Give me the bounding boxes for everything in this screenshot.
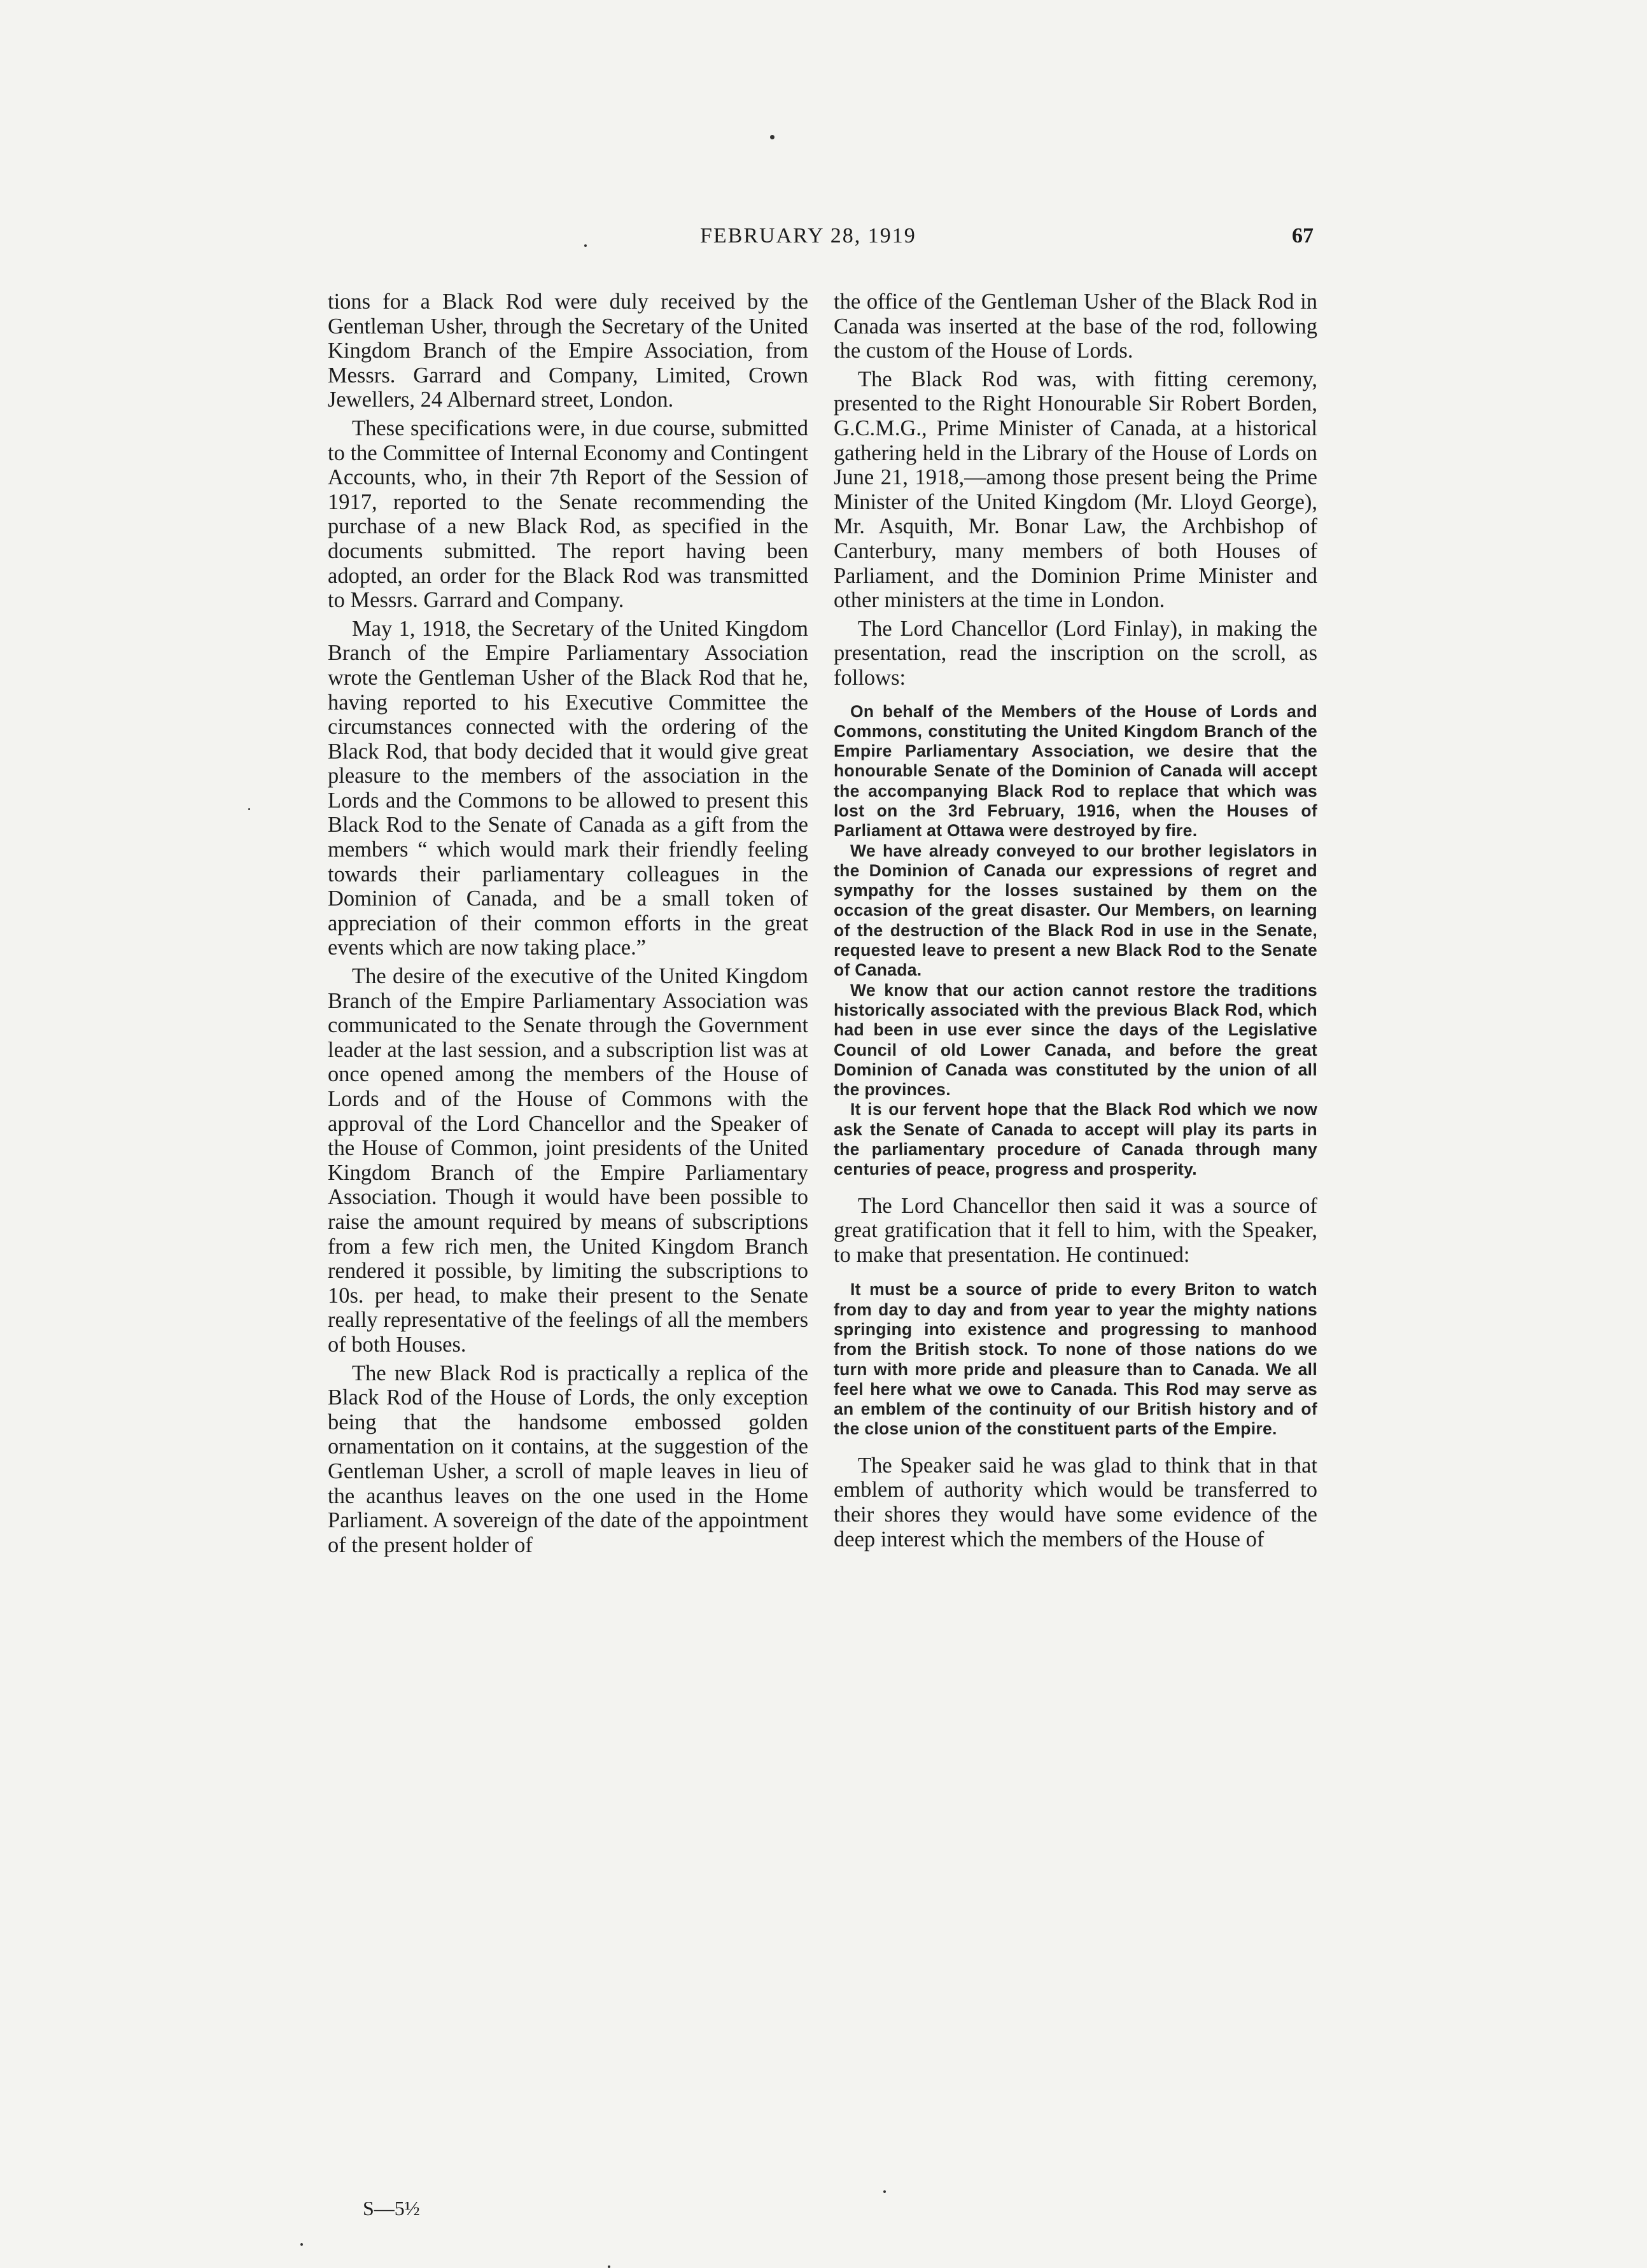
paragraph: May 1, 1918, the Secretary of the United Kingdom Branch of the Empire Parliamentary Association wrote the Gentleman Usher of the Black Rod that he, having reported to his Executive Committee the circumstances connected with the ordering of the Black Rod, that body decided that it would give great pleasure to the members of the association in the Lords and the Commons to be allowed to present this Black Rod to the Senate of Canada as a gift from the members “ which would mark their friendly feeling towards their parliamentary colleagues in the Dominion of Canada, and be a small token of appreciation of their common efforts in the great events which are now taking place.” bbox=[328, 616, 808, 960]
left-column bbox=[328, 290, 808, 1561]
scan-speck bbox=[883, 2190, 886, 2193]
paragraph: the office of the Gentleman Usher of the Black Rod in Canada was inserted at the base of the rod, following the custom of the House of Lords. bbox=[834, 290, 1317, 363]
header-date: FEBRUARY 28, 1919 bbox=[700, 224, 916, 248]
quote-paragraph: We have already conveyed to our brother legislators in the Dominion of Canada our expressions of regret and sympathy for the losses sustained by them on the occasion of the great disaster. Our Members, on learning of the destruction of the Black Rod in use in the Senate, requested leave to present a new Black Rod to the Senate of Canada. bbox=[834, 841, 1317, 980]
signature-mark: S—5½ bbox=[363, 2197, 420, 2220]
scan-speck bbox=[584, 244, 587, 247]
scroll-inscription-quote bbox=[834, 702, 1317, 1180]
scan-speck bbox=[608, 2265, 610, 2268]
quote-paragraph: It must be a source of pride to every Briton to watch from day to day and from year to year the mighty nations springing into existence and progressing to manhood from the British stock. To none of those nations do we turn with more pride and pleasure than to Canada. We all feel here what we owe to Canada. This Rod may serve as an emblem of the continuity of our British history and of the close union of the constituent parts of the Empire. bbox=[834, 1280, 1317, 1439]
paragraph: The Lord Chancellor (Lord Finlay), in making the presentation, read the inscription on the scroll, as follows: bbox=[834, 616, 1317, 690]
page-number: 67 bbox=[1292, 224, 1314, 248]
paragraph: These specifications were, in due course, submitted to the Committee of Internal Economy and Contingent Accounts, who, in their 7th Report of the Session of 1917, reported to the Senate recommending the purchase of a new Black Rod, as specified in the documents submitted. The report having been adopted, an order for the Black Rod was transmitted to Messrs. Garrard and Company. bbox=[328, 416, 808, 613]
paragraph: The Black Rod was, with fitting ceremony, presented to the Right Honourable Sir Robert Borden, G.C.M.G., Prime Minister of Canada, at a historical gathering held in the Library of the House of Lords on June 21, 1918,—among those present being the Prime Minister of the United Kingdom (Mr. Lloyd George), Mr. Asquith, Mr. Bonar Law, the Archbishop of Canterbury, many members of both Houses of Parliament, and the Dominion Prime Minister and other ministers at the time in London. bbox=[834, 367, 1317, 613]
paragraph: The new Black Rod is practically a replica of the Black Rod of the House of Lords, the only exception being that the handsome embossed golden ornamentation on it contains, at the suggestion of the Gentleman Usher, a scroll of maple leaves in lieu of the acanthus leaves on the one used in the Home Parliament. A sovereign of the date of the appointment of the present holder of bbox=[328, 1361, 808, 1557]
paragraph: The Lord Chancellor then said it was a source of great gratification that it fell to him, with the Speaker, to make that presentation. He continued: bbox=[834, 1193, 1317, 1267]
scan-speck bbox=[248, 808, 250, 810]
scan-speck bbox=[300, 2243, 303, 2246]
lord-chancellor-quote bbox=[834, 1280, 1317, 1439]
page-header bbox=[0, 224, 1647, 256]
quote-paragraph: We know that our action cannot restore the traditions historically associated with the previous Black Rod, which had been in use ever since the days of the Legislative Council of old Lower Canada, and before the great Dominion of Canada was constituted by the union of all the provinces. bbox=[834, 980, 1317, 1100]
quote-paragraph: On behalf of the Members of the House of Lords and Commons, constituting the United Kingdom Branch of the Empire Parliamentary Association, we desire that the honourable Senate of the Dominion of Canada will accept the accompanying Black Rod to replace that which was lost on the 3rd February, 1916, when the Houses of Parliament at Ottawa were destroyed by fire. bbox=[834, 701, 1317, 841]
paragraph: The desire of the executive of the United Kingdom Branch of the Empire Parliamentary Association was communicated to the Senate through the Government leader at the last session, and a subscription list was at once opened among the members of the House of Lords and of the House of Commons with the approval of the Lord Chancellor and the Speaker of the House of Common, joint presidents of the United Kingdom Branch of the Empire Parliamentary Association. Though it would have been possible to raise the amount required by means of subscriptions from a few rich men, the United Kingdom Branch rendered it possible, by limiting the subscriptions to 10s. per head, to make their present to the Senate really representative of the feelings of all the members of both Houses. bbox=[328, 964, 808, 1357]
paragraph: tions for a Black Rod were duly received by the Gentleman Usher, through the Secretary of the United Kingdom Branch of the Empire Association, from Messrs. Garrard and Company, Limited, Crown Jewellers, 24 Albernard street, London. bbox=[328, 290, 808, 412]
quote-paragraph: It is our fervent hope that the Black Rod which we now ask the Senate of Canada to accept will play its parts in the parliamentary procedure of Canada through many centuries of peace, progress and prosperity. bbox=[834, 1100, 1317, 1179]
paragraph: The Speaker said he was glad to think that in that emblem of authority which would be transferred to their shores they would have some evidence of the deep interest which the members of the House of bbox=[834, 1453, 1317, 1551]
right-column bbox=[834, 290, 1317, 1555]
scan-speck bbox=[770, 135, 774, 139]
